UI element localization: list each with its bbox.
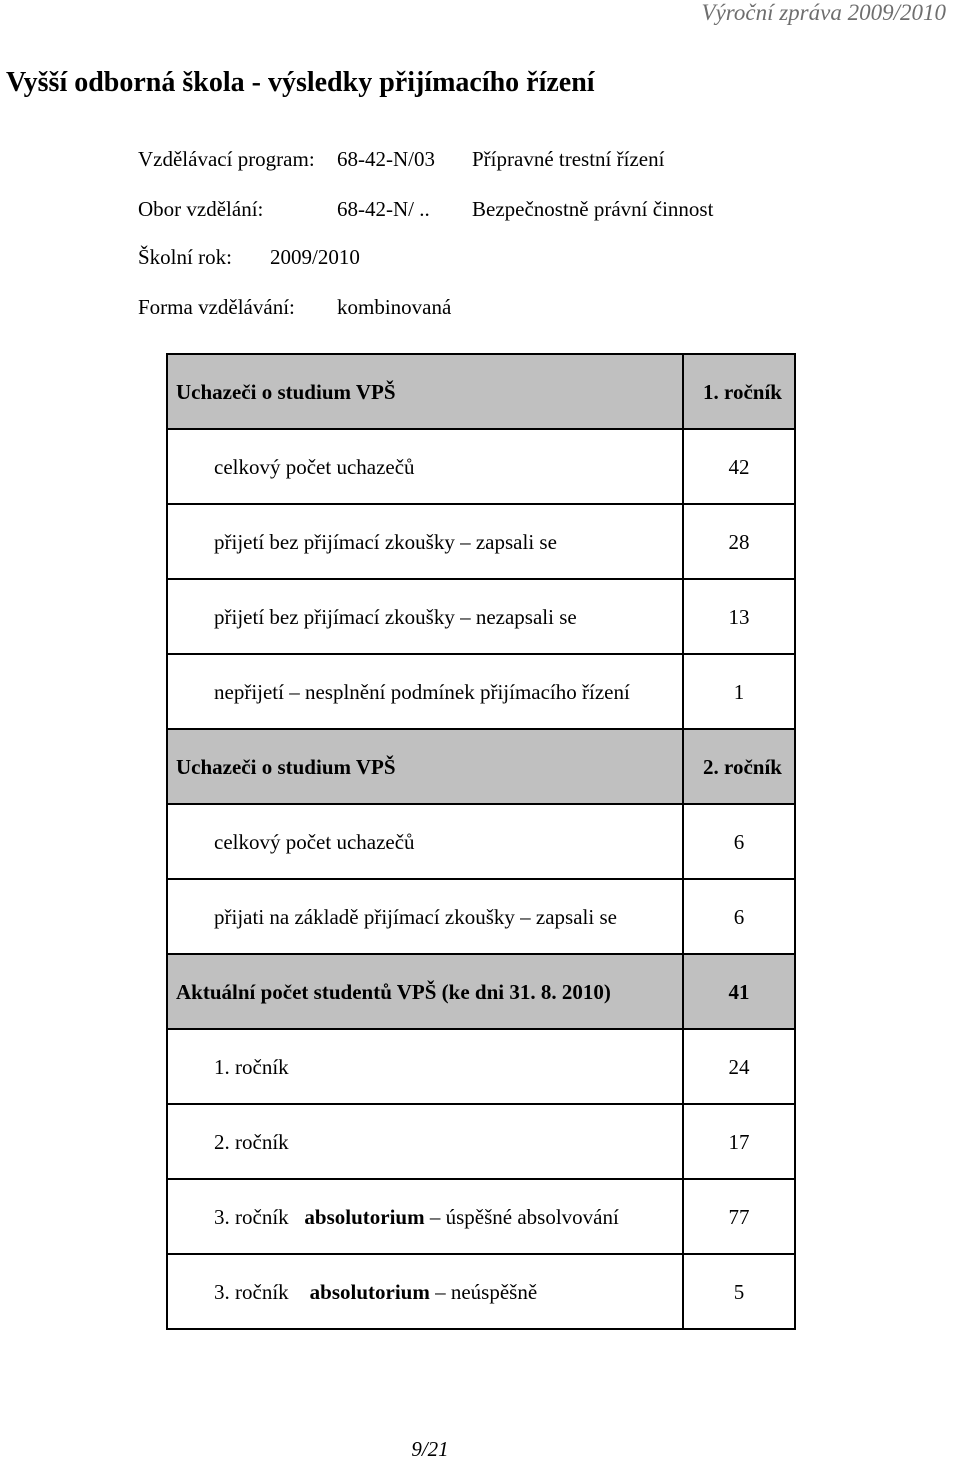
row-label-prefix: 3. ročník (214, 1204, 289, 1229)
table-row (167, 354, 795, 429)
table-row (167, 1254, 795, 1329)
row-label-prefix: 3. ročník (214, 1279, 289, 1304)
page-number: 9/21 (411, 1437, 449, 1461)
program-name: Přípravné trestní řízení (472, 147, 665, 171)
row-label (167, 1254, 683, 1329)
table-row (167, 804, 795, 879)
table-row (167, 504, 795, 579)
row-value: 13 (683, 579, 795, 654)
row-label-suffix: – neúspěšně (435, 1279, 538, 1304)
row-label-suffix: – úspěšné absolvování (429, 1204, 619, 1229)
table-row (167, 429, 795, 504)
row-label: nepřijetí – nesplnění podmínek přijímacího řízení (167, 654, 683, 729)
row-label: celkový počet uchazečů (167, 804, 683, 879)
row-value: 17 (683, 1104, 795, 1179)
row-label-bold: absolutorium (304, 1204, 425, 1229)
program-label: Vzdělávací program: (138, 147, 315, 171)
year-value: 2009/2010 (270, 245, 360, 269)
page-title: Vyšší odborná škola - výsledky přijímacího řízení (6, 67, 595, 98)
table-row (167, 954, 795, 1029)
row-value: 1. ročník (683, 354, 795, 429)
row-value: 6 (683, 879, 795, 954)
row-value: 42 (683, 429, 795, 504)
table-row (167, 1179, 795, 1254)
table-row (167, 1029, 795, 1104)
row-label: přijetí bez přijímací zkoušky – zapsali se (167, 504, 683, 579)
field-code: 68-42-N/ .. (337, 197, 430, 221)
row-value: 41 (683, 954, 795, 1029)
row-label: Uchazeči o studium VPŠ (167, 729, 683, 804)
row-value: 2. ročník (683, 729, 795, 804)
row-value: 24 (683, 1029, 795, 1104)
row-label: celkový počet uchazečů (167, 429, 683, 504)
running-header: Výroční zpráva 2009/2010 (701, 0, 946, 25)
row-label: Aktuální počet studentů VPŠ (ke dni 31. 8. 2010) (167, 954, 683, 1029)
year-label: Školní rok: (138, 245, 232, 269)
row-label: 1. ročník (167, 1029, 683, 1104)
field-name: Bezpečnostně právní činnost (472, 197, 714, 221)
table-row (167, 1104, 795, 1179)
row-label-bold: absolutorium (309, 1279, 430, 1304)
row-value: 77 (683, 1179, 795, 1254)
row-value: 1 (683, 654, 795, 729)
table-row (167, 579, 795, 654)
admission-results-table (166, 353, 796, 1330)
row-label: Uchazeči o studium VPŠ (167, 354, 683, 429)
form-label: Forma vzdělávání: (138, 295, 295, 319)
program-code: 68-42-N/03 (337, 147, 435, 171)
form-value: kombinovaná (337, 295, 452, 319)
row-label (167, 1179, 683, 1254)
row-label: 2. ročník (167, 1104, 683, 1179)
row-label: přijetí bez přijímací zkoušky – nezapsali se (167, 579, 683, 654)
row-value: 6 (683, 804, 795, 879)
field-label: Obor vzdělání: (138, 197, 264, 221)
table-row (167, 729, 795, 804)
table-row (167, 654, 795, 729)
row-value: 28 (683, 504, 795, 579)
row-label: přijati na základě přijímací zkoušky – zapsali se (167, 879, 683, 954)
table-row (167, 879, 795, 954)
row-value: 5 (683, 1254, 795, 1329)
